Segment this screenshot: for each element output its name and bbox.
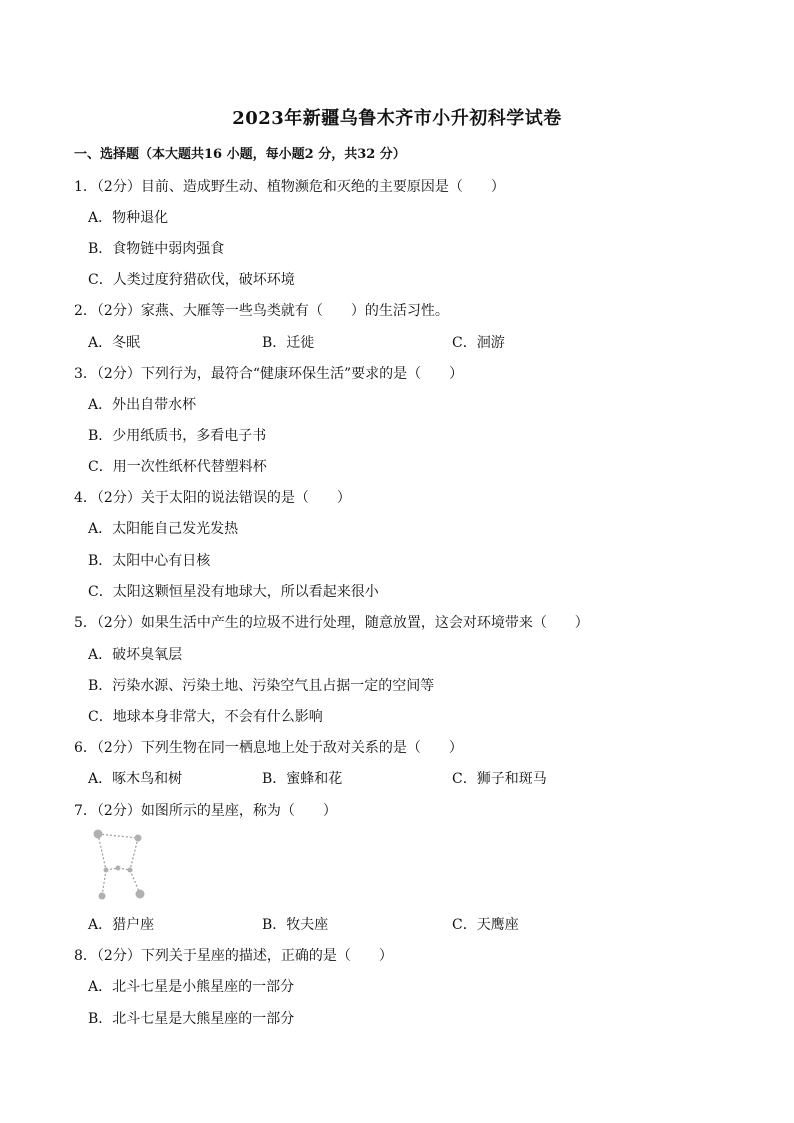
question-4-option-a: A．太阳能自己发光发热 bbox=[88, 521, 239, 537]
star-1 bbox=[94, 830, 103, 839]
question-7-option-b: B．牧夫座 bbox=[262, 917, 329, 933]
question-6-option-c: C．狮子和斑马 bbox=[452, 771, 547, 787]
question-3-option-c: C．用一次性纸杯代替塑料杯 bbox=[88, 459, 267, 475]
question-6-stem: 6．（2分）下列生物在同一栖息地上处于敌对关系的是（ ） bbox=[74, 740, 463, 756]
star-4 bbox=[116, 866, 121, 871]
question-2-option-a: A．冬眠 bbox=[88, 335, 141, 351]
question-7-option-c: C．天鹰座 bbox=[452, 917, 519, 933]
question-8-option-b: B．北斗七星是大熊星座的一部分 bbox=[88, 1011, 295, 1027]
question-2-option-b: B．迁徙 bbox=[262, 335, 315, 351]
question-3-option-a: A．外出自带水杯 bbox=[88, 397, 197, 413]
question-5-option-b: B．污染水源、污染土地、污染空气且占据一定的空间等 bbox=[88, 678, 435, 694]
question-2-option-c: C．洄游 bbox=[452, 335, 505, 351]
question-3-stem: 3．（2分）下列行为，最符合“健康环保生活”要求的是（ ） bbox=[74, 366, 464, 382]
star-7 bbox=[136, 890, 145, 899]
question-4-stem: 4．（2分）关于太阳的说法错误的是（ ） bbox=[74, 490, 351, 506]
question-6-option-b: B．蜜蜂和花 bbox=[262, 771, 343, 787]
question-1-option-c: C．人类过度狩猎砍伐，破坏环境 bbox=[88, 272, 295, 288]
star-2 bbox=[135, 835, 142, 842]
star-3 bbox=[104, 868, 109, 873]
question-1-option-a: A．物种退化 bbox=[88, 210, 169, 226]
question-5-option-a: A．破坏臭氧层 bbox=[88, 647, 183, 663]
question-7-option-a: A．猎户座 bbox=[88, 917, 155, 933]
question-3-option-b: B．少用纸质书，多看电子书 bbox=[88, 428, 267, 444]
question-6-option-a: A．啄木鸟和树 bbox=[88, 771, 183, 787]
question-5-stem: 5．（2分）如果生活中产生的垃圾不进行处理，随意放置，这会对环境带来（ ） bbox=[74, 615, 589, 631]
star-6 bbox=[99, 893, 106, 900]
question-7-stem: 7．（2分）如图所示的星座，称为（ ） bbox=[74, 803, 337, 819]
question-4-option-c: C．太阳这颗恒星没有地球大，所以看起来很小 bbox=[88, 584, 379, 600]
question-2-stem: 2．（2分）家燕、大雁等一些鸟类就有（ ）的生活习性。 bbox=[74, 303, 449, 319]
question-1-stem: 1．（2分）目前、造成野生动、植物濒危和灭绝的主要原因是（ ） bbox=[74, 179, 505, 195]
question-8-stem: 8．（2分）下列关于星座的描述，正确的是（ ） bbox=[74, 948, 393, 964]
page-title: 2023年新疆乌鲁木齐市小升初科学试卷 bbox=[232, 108, 562, 129]
question-8-option-a: A．北斗七星是小熊星座的一部分 bbox=[88, 979, 295, 995]
question-4-option-b: B．太阳中心有日核 bbox=[88, 553, 211, 569]
section-heading: 一、选择题（本大题共16 小题，每小题2 分，共32 分） bbox=[74, 147, 406, 162]
constellation-figure bbox=[88, 826, 148, 906]
question-5-option-c: C．地球本身非常大，不会有什么影响 bbox=[88, 709, 323, 725]
star-5 bbox=[128, 868, 133, 873]
question-1-option-b: B．食物链中弱肉强食 bbox=[88, 241, 225, 257]
